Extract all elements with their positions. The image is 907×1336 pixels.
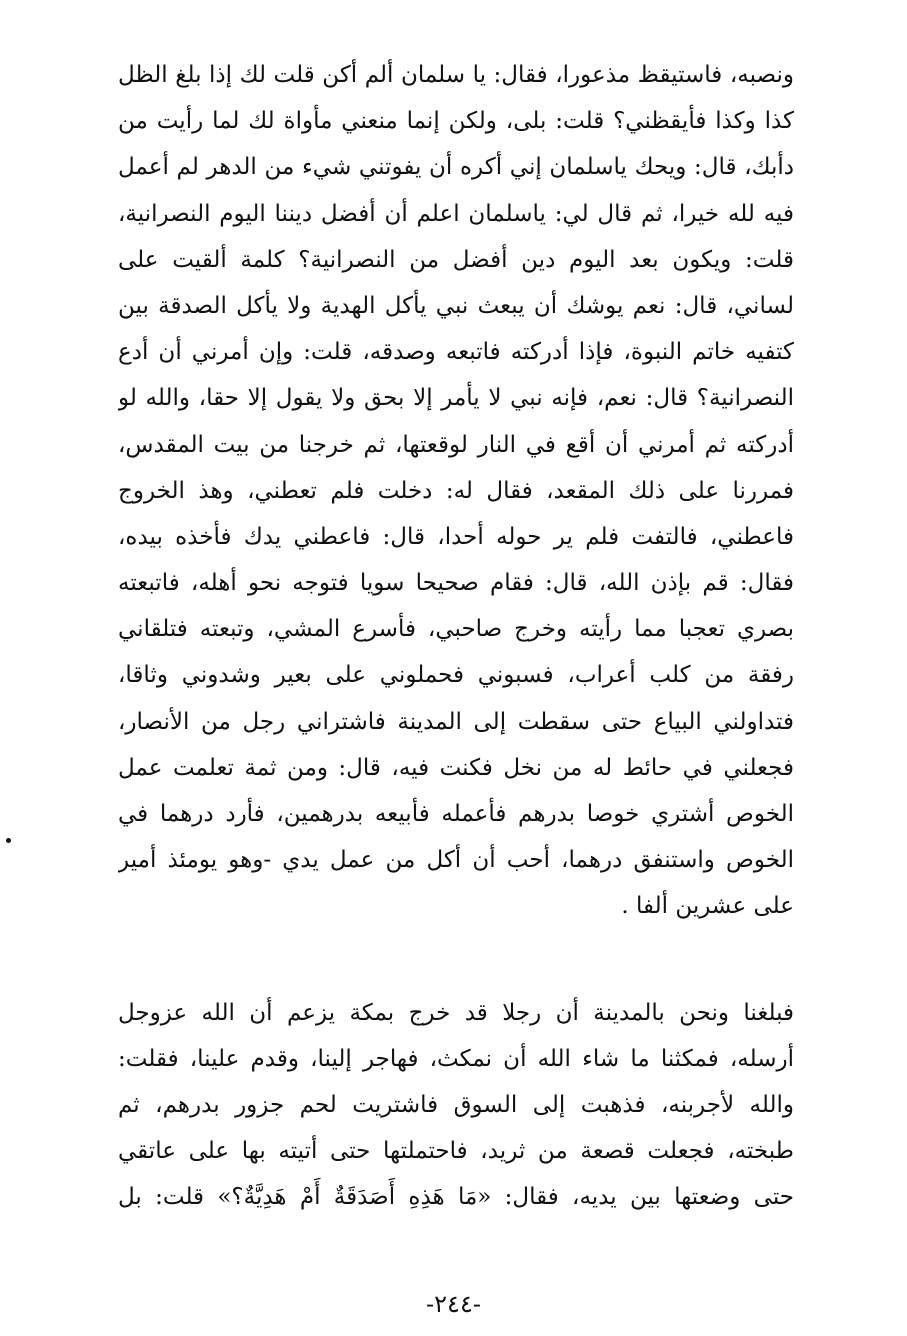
margin-dot (6, 838, 11, 843)
text-line: أرسله، فمكثنا ما شاء الله أن نمكث، فهاجر إلينا، وقدم علينا، فقلت: (118, 1045, 794, 1072)
text-line: على عشرين ألفا . (621, 893, 794, 920)
text-line: فاعطني، فالتفت فلم ير حوله أحدا، قال: فاعطني يدك فأخذه بيده، (118, 523, 794, 550)
text-line: النصرانية؟ قال: نعم، فإنه نبي لا يأمر إلا بحق ولا يقول إلا حقا، والله لو (118, 385, 794, 412)
text-line: فيه لله خيرا، ثم قال لي: ياسلمان اعلم أن أفضل ديننا اليوم النصرانية، (118, 200, 794, 227)
paragraph-1 (118, 52, 794, 930)
text-line: كتفيه خاتم النبوة، فإذا أدركته فاتبعه وصدقه، قلت: وإن أمرني أن أدع (118, 339, 794, 366)
paragraph-spacer (118, 930, 794, 990)
text-line: والله لأجربنه، فذهبت إلى السوق فاشتريت لحم جزور بدرهم، ثم (118, 1091, 794, 1118)
text-line: بصري تعجبا مما رأيته وخرج صاحبي، فأسرع المشي، وتبعته فتلقاني (118, 616, 794, 643)
text-line: الخوص أشتري خوصا بدرهم فأعمله فأبيعه بدرهمين، فأرد درهما في (118, 801, 794, 827)
text-line: طبخته، فجعلت قصعة من ثريد، فاحتملتها حتى أتيته بها على عاتقي (118, 1138, 794, 1165)
text-line: كذا وكذا فأيقظني؟ قلت: بلى، ولكن إنما منعني مأواة لك لما رأيت من (118, 108, 794, 135)
page-number: -٢٤٤- (426, 1290, 481, 1318)
text-line: رفقة من كلب أعراب، فسبوني فحملوني على بعير وشدوني وثاقا، (118, 662, 794, 689)
page-body (118, 52, 794, 1221)
text-line: فقال: قم بإذن الله، قال: فقام صحيحا سويا فتوجه نحو أهله، فاتبعته (118, 570, 794, 597)
text-line: ونصبه، فاستيقظ مذعورا، فقال: يا سلمان ألم أكن قلت لك إذا بلغ الظل (118, 62, 794, 88)
text-line: قلت: ويكون بعد اليوم دين أفضل من النصرانية؟ كلمة ألقيت على (118, 246, 794, 273)
text-line: فمررنا على ذلك المقعد، فقال له: دخلت فلم تعطني، وهذ الخروج (118, 477, 794, 504)
paragraph-2 (118, 990, 794, 1221)
text-line: لساني، قال: نعم يوشك أن يبعث نبي يأكل الهدية ولا يأكل الصدقة بين (118, 292, 794, 319)
text-line: حتى وضعتها بين يديه، فقال: «مَا هَذِهِ أَصَدَقَةٌ أَمْ هَدِيَّةٌ؟» قلت: بل (118, 1184, 794, 1211)
text-line: الخوص واستنفق درهما، أحب أن أكل من عمل يدي -وهو يومئذ أمير (118, 847, 794, 874)
text-line: فبلغنا ونحن بالمدينة أن رجلا قد خرج بمكة يزعم أن الله عزوجل (118, 999, 794, 1026)
text-line: فتداولني البياع حتى سقطت إلى المدينة فاشتراني رجل من الأنصار، (118, 708, 794, 735)
text-line: أدركته ثم أمرني أن أقع في النار لوقعتها، ثم خرجنا من بيت المقدس، (118, 431, 794, 458)
text-line: دأبك، قال: ويحك ياسلمان إني أكره أن يفوتني شيء من الدهر لم أعمل (118, 154, 794, 181)
text-line: فجعلني في حائط له من نخل فكنت فيه، قال: ومن ثمة تعلمت عمل (118, 754, 794, 781)
